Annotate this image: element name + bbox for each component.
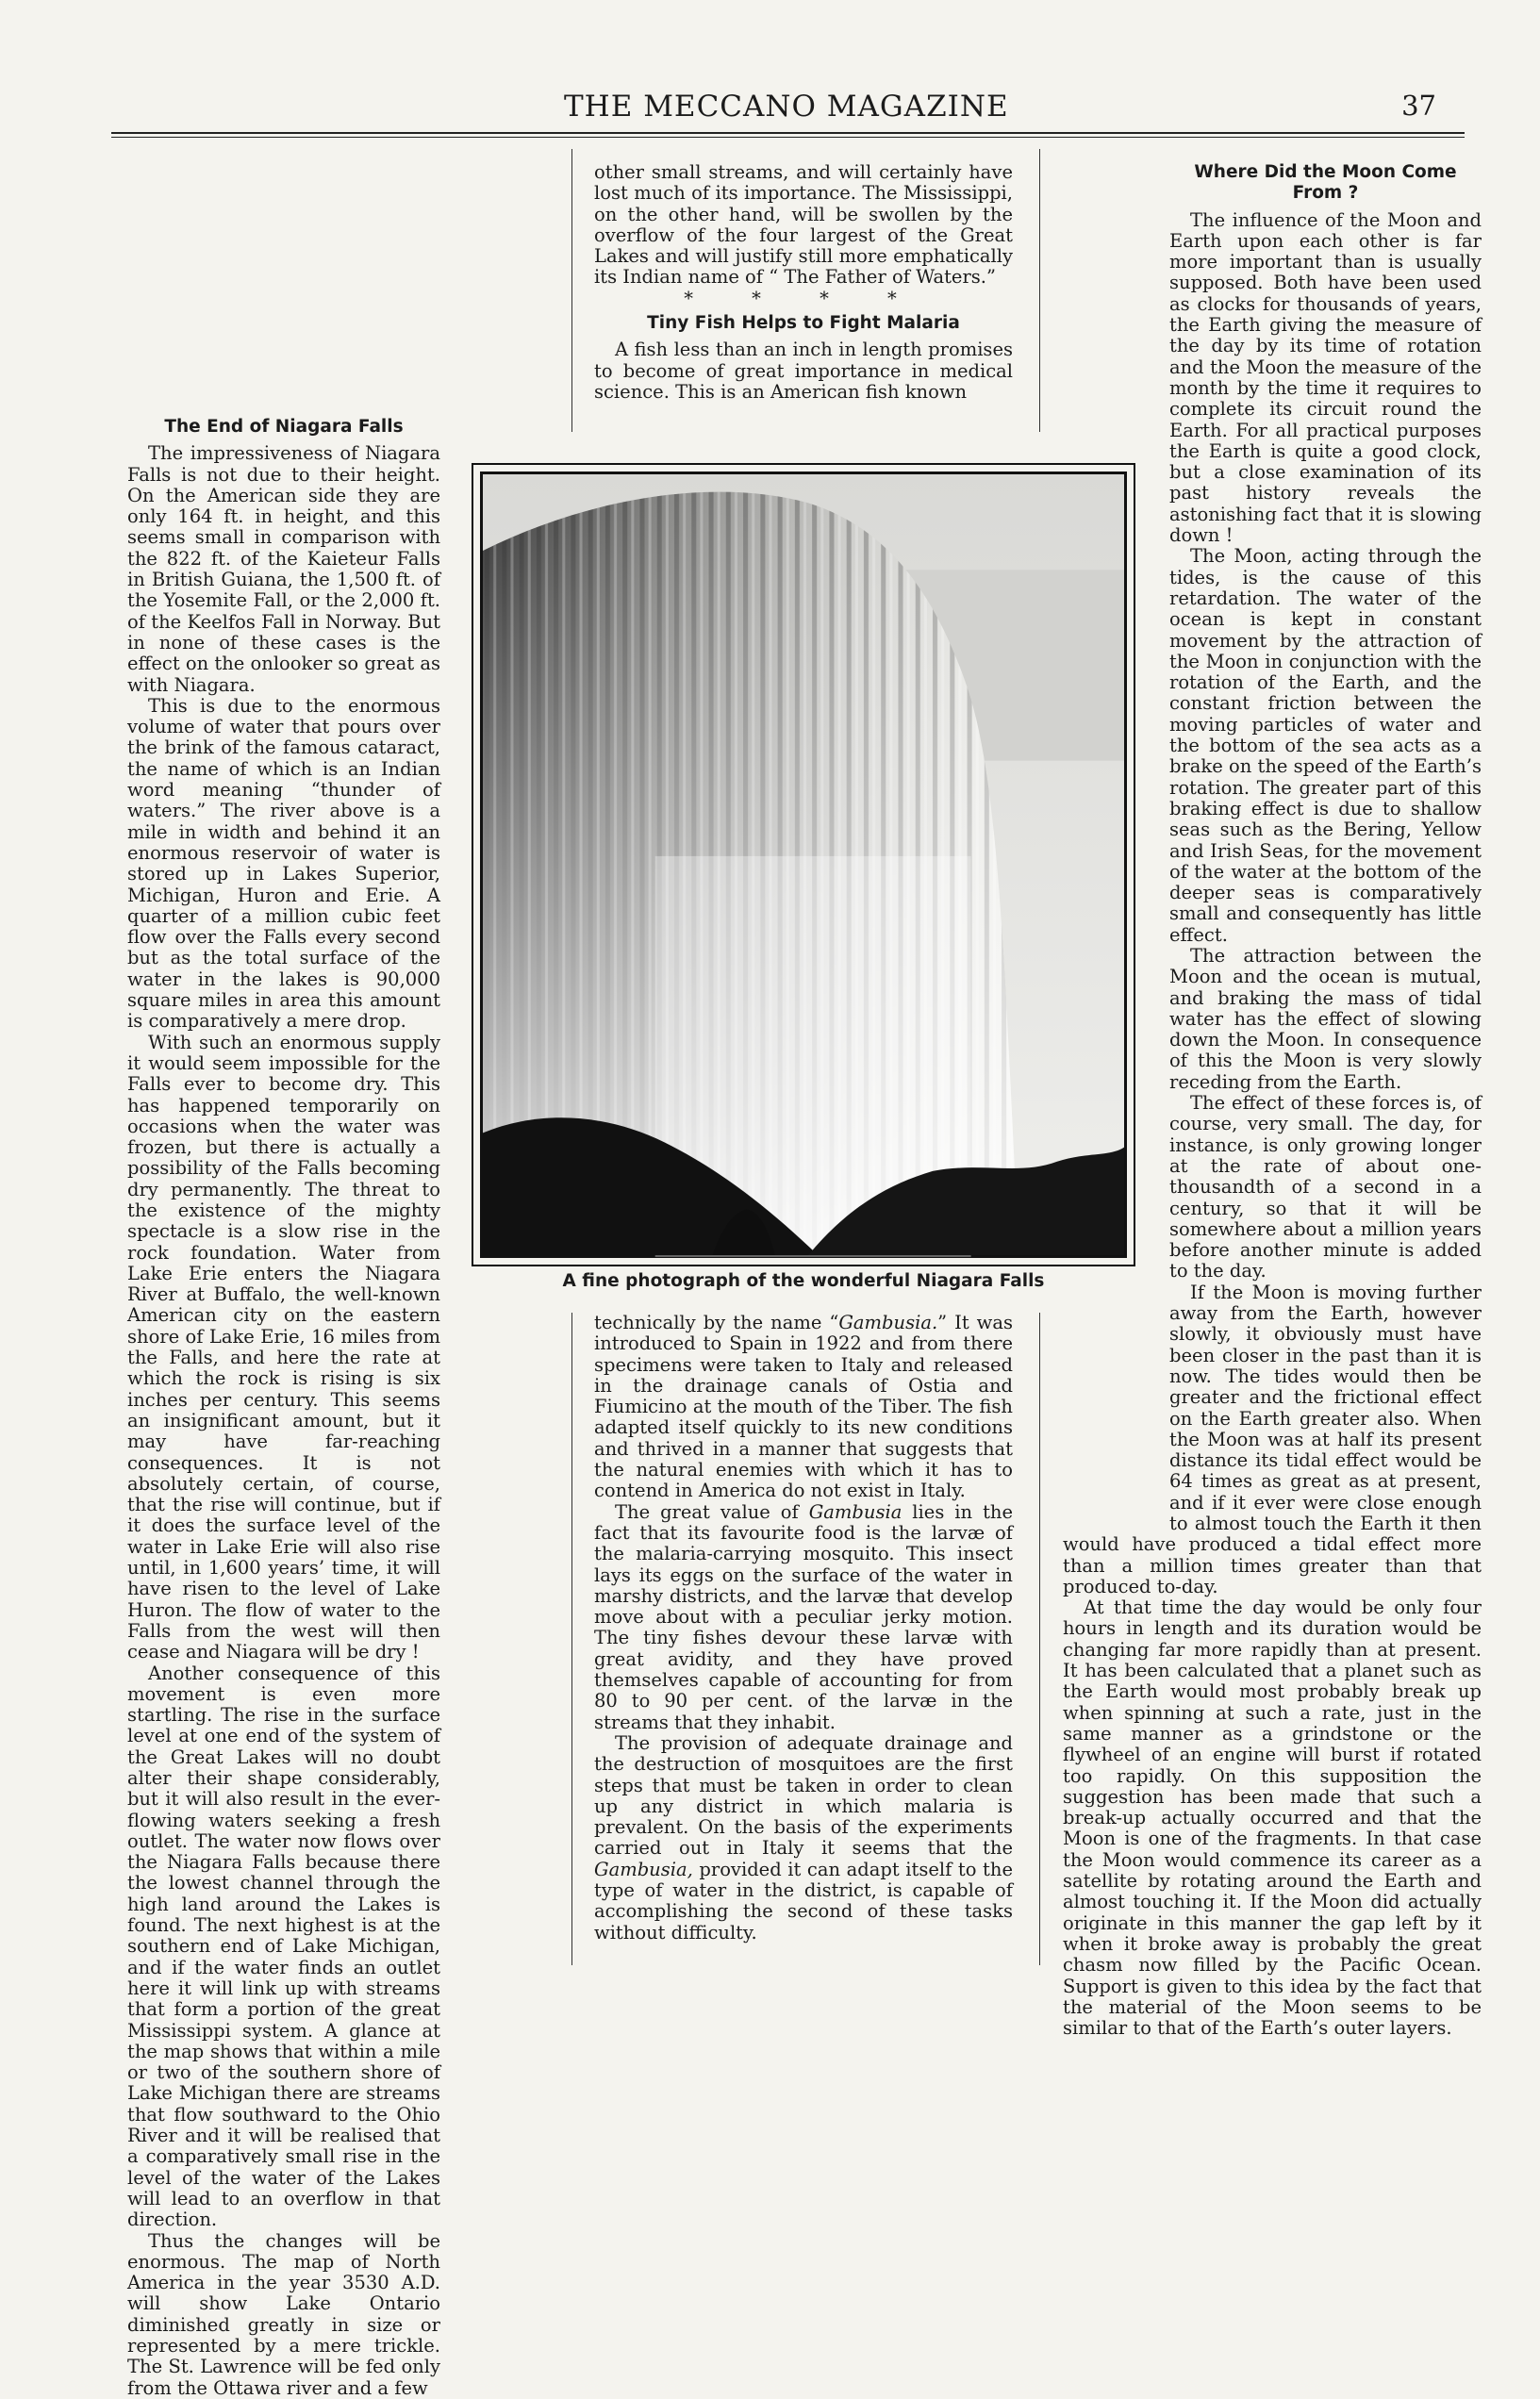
paragraph: other small streams, and will certainly have lost much of its importance. The Mississippi, on the other hand, will be swollen by the overflow of the four largest of the Great Lakes and will justify still more emphatically its Indian name of “ The Father of Waters.” (594, 161, 1013, 289)
species-name: Gambusia (808, 1500, 902, 1523)
page-number: 37 (1401, 90, 1436, 122)
article-title-moon: Where Did the Moon Come From ? (1194, 162, 1457, 204)
text-run: provided it can adapt itself to the type of water in the district, is capable of accomplishing the second of these tasks without difficulty. (594, 1858, 1013, 1944)
paragraph: Another consequence of this movement is even more startling. The rise in the surface level at one end of the system of the Great Lakes will no doubt alter their shape considerably, but it will also result in the ever-flowing waters seeking a fresh outlet. The water now flows over the Niagara Falls because there the lowest channel through the high land around the Lakes is found. The next highest is at the southern end of Lake Michigan, and if the water finds an outlet here it will link up with streams that form a portion of the great Mississippi system. A glance at the map shows that within a mile or two of the southern shore of Lake Michigan there are streams that flow southward to the Ohio River and it will be realised that a comparatively small rise in the level of the water of the Lakes will lead to an overflow in that direction. (127, 1662, 440, 2231)
article-title-malaria: Tiny Fish Helps to Fight Malaria (647, 313, 960, 334)
niagara-falls-photo (480, 472, 1127, 1258)
photo-frame (472, 463, 1135, 1266)
text-run: The provision of adequate drainage and the destruction of mosquitoes are the first steps that must be taken in order to clean up any district in which malaria is prevalent. On the basis of the experiments carried out in Italy it seems that the (594, 1731, 1013, 1860)
paragraph: The attraction between the Moon and the ocean is mutual, and braking the mass of tidal water has the effect of slowing down the Moon. In consequence of this the Moon is very slowly receding from the Earth. (1169, 944, 1482, 1093)
paragraph: A fish less than an inch in length promises to become of great importance in medical science. This is an American fish known (594, 339, 1013, 403)
paragraph: If the Moon is moving further away from the Earth, however slowly, it obviously must have been closer in the past than it is now. The tides would then be greater and the frictional effect on the Earth greater also. When the Moon was at half its present distance its tidal effect would be 64 times as great as at present, and if it ever were close enough to almost touch the Earth it then would have produced a tidal effect more than a million times greater than that produced to-day. (1063, 1281, 1482, 1597)
paragraph: The impressiveness of Niagara Falls is not due to their height. On the American side they are only 164 ft. in height, and this seems small in comparison with the 822 ft. of the Kaieteur Falls in British Guiana, the 1,500 ft. of the Yosemite Fall, or the 2,000 ft. of the Keelfos Fall in Norway. But in none of these cases is the effect on the onlooker so great as with Niagara. (127, 442, 440, 696)
section-divider: * * * * (684, 287, 923, 309)
column-separator (571, 1313, 572, 1965)
paragraph (594, 1313, 1013, 1502)
species-name: Gambusia, (594, 1858, 693, 1880)
column-middle-top (594, 162, 1013, 429)
header-rule (111, 132, 1465, 134)
photo-caption: A fine photograph of the wonderful Niagara Falls (562, 1271, 1045, 1291)
paragraph: This is due to the enormous volume of water that pours over the brink of the famous cataract, the name of which is an Indian word meaning “thunder of waters.” The river above is a mile in width and behind it an enormous reservoir of water is stored up in Lakes Superior, Michigan, Huron and Erie. A quarter of a million cubic feet flow over the Falls every second but as the total surface of the water in the lakes is 90,000 square miles in area this amount is comparatively a mere drop. (127, 694, 440, 1033)
page-header (111, 90, 1465, 131)
text-run: lies in the fact that its favourite food is the larvæ of the malaria-carrying mosquito. This insect lays its eggs on the surface of the water in marshy districts, and the larvæ that develop move about with a peculiar jerky motion. The tiny fishes devour these larvæ with great avidity, and they have proved themselves capable of accounting for from 80 to 90 per cent. of the larvæ in the streams that they inhabit. (594, 1500, 1014, 1733)
column-left (127, 158, 440, 2399)
column-separator (1039, 149, 1040, 432)
paragraph: The Moon, acting through the tides, is the cause of this retardation. The water of the ocean is kept in constant movement by the attraction of the Moon in conjunction with the rotation of the Earth, and the constant friction between the moving particles of water and the bottom of the sea acts as a brake on the speed of the Earth’s rotation. The greater part of this braking effect is due to shallow seas such as the Bering, Yellow and Irish Seas, for the movement of the water at the bottom of the deeper seas is comparatively small and consequently has little effect. (1169, 545, 1482, 946)
article-title-niagara: The End of Niagara Falls (164, 417, 404, 437)
niagara-falls-image (483, 474, 1124, 1255)
paragraph (594, 1502, 1013, 1733)
text-run: ” It was introduced to Spain in 1922 and from there specimens were taken to Italy and released in the drainage canals of Ostia and Fiumicino at the mouth of the Tiber. The fish adapted itself quickly to its new conditions and thrived in a manner that suggests that the natural enemies with which it has to contend in America do not exist in Italy. (594, 1312, 1013, 1502)
paragraph: At that time the day would be only four hours in length and its duration would be changing far more rapidly than at present. It has been calculated that a planet such as the Earth would most probably break up when spinning at such a rate, just in the same manner as a grindstone or the flywheel of an engine will burst if rotated too rapidly. On this supposition the suggestion has been made that such a break-up actually occurred and that the Moon is one of the fragments. In that case the Moon would commence its career as a satellite by rotating around the Earth and almost touching it. If the Moon did actually originate in this manner the gap left by it when it broke away is probably the great chasm now filled by the Pacific Ocean. Support is given to this idea by the fact that the material of the Moon seems to be similar to that of the Earth’s outer layers. (1063, 1597, 1482, 2040)
paragraph: With such an enormous supply it would seem impossible for the Falls ever to become dry. This has happened temporarily on occasions when the water was frozen, but there is actually a possibility of the Falls becoming dry permanently. The threat to the existence of the mighty spectacle is a slow rise in the rock foundation. Water from Lake Erie enters the Niagara River at Buffalo, the well-known American city on the eastern shore of Lake Erie, 16 miles from the Falls, and here the rate at which the rock is rising is six inches per century. This seems an insignificant amount, but it may have far-reaching consequences. It is not absolutely certain, of course, that the rise will continue, but if it does the surface level of the water in Lake Erie will also rise until, in 1,600 years’ time, it will have risen to the level of Lake Huron. The flow of water to the Falls from the west will then cease and Niagara will be dry ! (127, 1031, 440, 1663)
magazine-title: THE MECCANO MAGAZINE (564, 90, 1009, 124)
paragraph: Thus the changes will be enormous. The map of North America in the year 3530 A.D. will show Lake Ontario diminished greatly in size or represented by a mere trickle. The St. Lawrence will be fed only from the Ottawa river and a few (127, 2229, 440, 2399)
text-run: The great value of (615, 1500, 809, 1523)
header-rule-thin (111, 137, 1465, 138)
species-name: Gambusia. (838, 1312, 938, 1333)
text-run: technically by the name “ (594, 1312, 839, 1333)
column-separator (1039, 1313, 1040, 1965)
paragraph: The influence of the Moon and Earth upon each other is far more important than is usually supposed. Both have been used as clocks for thousands of years, the Earth giving the measure of the day by its time of rotation and the Moon the measure of the month by the time it requires to complete its circuit round the Earth. For all practical purposes the Earth is quite a good clock, but a close examination of its past history reveals the astonishing fact that it is slowing down ! (1169, 208, 1482, 547)
paragraph: The effect of these forces is, of course, very small. The day, for instance, is only growing longer at the rate of about one-thousandth of a second in a century, so that it will be somewhere about a million years before another minute is added to the day. (1169, 1092, 1482, 1282)
column-middle-bottom (594, 1313, 1013, 1965)
column-separator (571, 149, 572, 432)
paragraph (594, 1733, 1013, 1944)
